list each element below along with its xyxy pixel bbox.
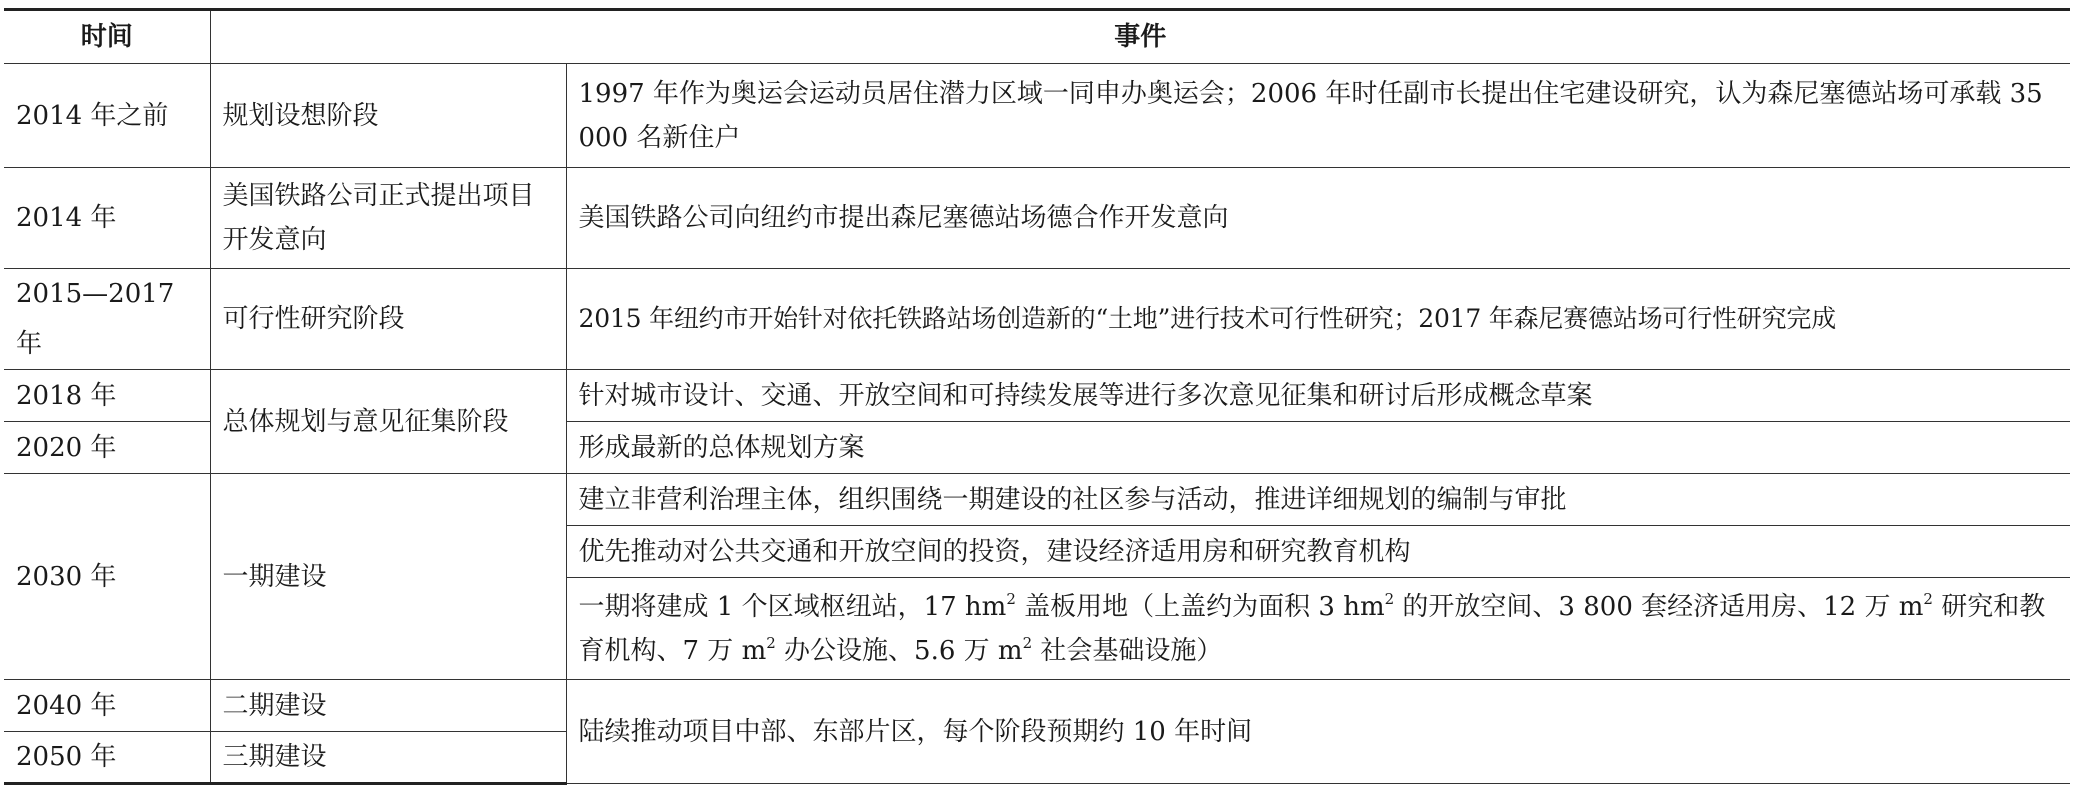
time-cell: 2018 年 bbox=[4, 370, 210, 422]
table-row bbox=[4, 680, 2070, 732]
events-table bbox=[4, 8, 2070, 785]
table-row bbox=[4, 269, 2070, 370]
event-cell: 2015 年纽约市开始针对依托铁路站场创造新的“土地”进行技术可行性研究；2017 年森尼赛德站场可行性研究完成 bbox=[566, 269, 2070, 370]
phase-cell: 一期建设 bbox=[210, 474, 566, 680]
time-cell: 2050 年 bbox=[4, 732, 210, 784]
phase-cell: 可行性研究阶段 bbox=[210, 269, 566, 370]
time-cell: 2015—2017 年 bbox=[4, 269, 210, 370]
time-cell: 2014 年 bbox=[4, 168, 210, 269]
event-cell: 优先推动对公共交通和开放空间的投资，建设经济适用房和研究教育机构 bbox=[566, 526, 2070, 578]
event-cell: 陆续推动项目中部、东部片区，每个阶段预期约 10 年时间 bbox=[566, 680, 2070, 784]
time-cell: 2040 年 bbox=[4, 680, 210, 732]
table-row bbox=[4, 370, 2070, 422]
table-row bbox=[4, 168, 2070, 269]
time-cell: 2020 年 bbox=[4, 422, 210, 474]
time-cell: 2030 年 bbox=[4, 474, 210, 680]
event-cell: 一期将建成 1 个区域枢纽站，17 $hm^2$ 盖板用地（上盖约为面积 3 $hm^2$ 的开放空间、3 800 套经济适用房、12 万 $m^2$ 研究和教育机构、7 万 $m^2$ 办公设施、5.6 万 $m^2$ 社会基础设施） bbox=[566, 578, 2070, 680]
phase-cell: 二期建设 bbox=[210, 680, 566, 732]
table-row bbox=[4, 64, 2070, 168]
header-event: 事件 bbox=[210, 10, 2070, 64]
event-cell: 形成最新的总体规划方案 bbox=[566, 422, 2070, 474]
time-cell: 2014 年之前 bbox=[4, 64, 210, 168]
phase-cell: 美国铁路公司正式提出项目开发意向 bbox=[210, 168, 566, 269]
phase-cell: 总体规划与意见征集阶段 bbox=[210, 370, 566, 474]
table-row bbox=[4, 474, 2070, 526]
header-time: 时间 bbox=[4, 10, 210, 64]
phase-cell: 规划设想阶段 bbox=[210, 64, 566, 168]
event-cell: 建立非营利治理主体，组织围绕一期建设的社区参与活动，推进详细规划的编制与审批 bbox=[566, 474, 2070, 526]
event-cell: 美国铁路公司向纽约市提出森尼塞德站场德合作开发意向 bbox=[566, 168, 2070, 269]
header-row bbox=[4, 10, 2070, 64]
event-cell: 1997 年作为奥运会运动员居住潜力区域一同申办奥运会；2006 年时任副市长提出住宅建设研究，认为森尼塞德站场可承载 35 000 名新住户 bbox=[566, 64, 2070, 168]
phase-cell: 三期建设 bbox=[210, 732, 566, 784]
event-cell: 针对城市设计、交通、开放空间和可持续发展等进行多次意见征集和研讨后形成概念草案 bbox=[566, 370, 2070, 422]
